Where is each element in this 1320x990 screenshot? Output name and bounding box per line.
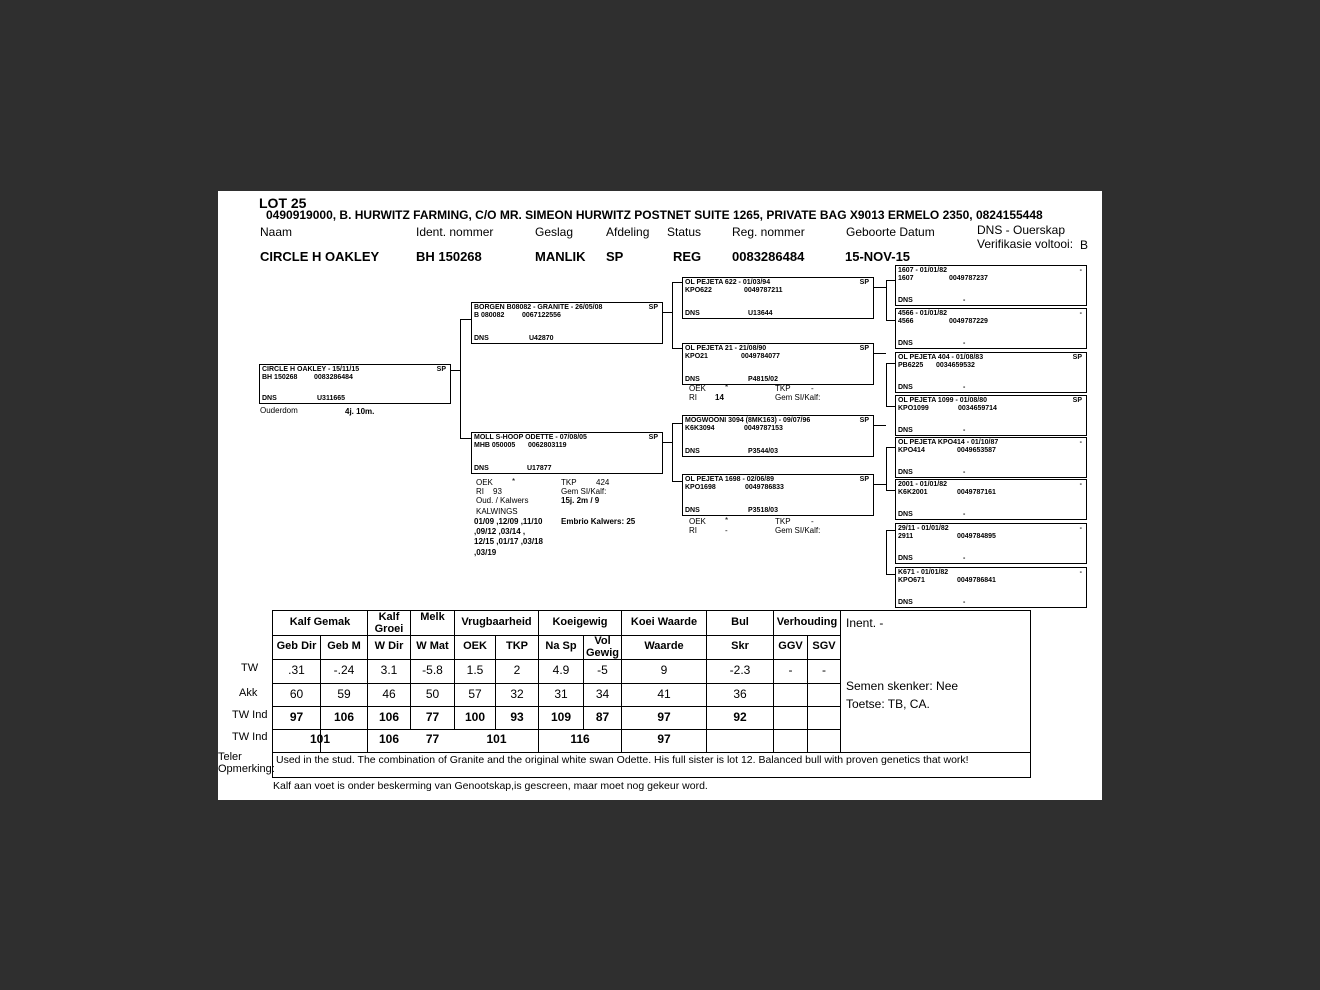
tw-waarde: 9	[660, 663, 668, 677]
twind-geb-dir: 97	[289, 710, 304, 724]
twind2-koeigewig: 116	[570, 732, 590, 746]
sire-reg: 0067122556	[522, 312, 561, 319]
dam-oud-label: Oud. / Kalwers	[476, 496, 529, 505]
sire-sex: SP	[648, 304, 658, 311]
group-melk: Melk	[420, 611, 445, 623]
gp1-id: KPO622	[685, 287, 712, 294]
ggp-box-6	[895, 479, 1087, 520]
dam-kalwings-2: ,09/12 ,03/14 ,	[474, 527, 526, 536]
ggp-box-2	[895, 308, 1087, 349]
tw-vol-gewig: -5	[597, 663, 608, 677]
twind-tkp: 93	[510, 710, 524, 724]
group-verhouding: Verhouding	[776, 616, 838, 628]
value-naam: CIRCLE H OAKLEY	[260, 249, 380, 264]
ggp8-id: KPO671	[898, 577, 925, 584]
ggp7-sex: -	[1079, 525, 1082, 532]
gp2-ri-value: 14	[715, 393, 724, 402]
ggp1-dns-label: DNS	[898, 297, 913, 304]
gp3-reg: 0049787153	[744, 425, 783, 432]
dam-kalwings-4: ,03/19	[474, 548, 497, 557]
tw-geb-m: -.24	[333, 663, 355, 677]
gp1-reg: 0049787211	[744, 287, 783, 294]
tw-sgv: -	[822, 663, 826, 677]
ggp1-reg: 0049787237	[949, 275, 988, 282]
ggp5-dns-value: -	[963, 469, 966, 476]
value-geslag: MANLIK	[535, 249, 586, 264]
sub-ggv: GGV	[778, 640, 803, 652]
dam-dns-value: U17877	[527, 465, 552, 472]
ggp3-dns-value: -	[963, 384, 966, 391]
grandparent-box-2	[682, 343, 874, 385]
gp4-tkp-label: TKP	[775, 517, 791, 526]
sire-dns-value: U42870	[529, 335, 554, 342]
sub-w-dir: W Dir	[374, 640, 404, 652]
sire-id: B 080082	[474, 312, 505, 319]
label-geslag: Geslag	[535, 225, 574, 239]
toetse-text: Toetse: TB, CA.	[846, 697, 930, 711]
akk-na-sp: 31	[554, 687, 568, 701]
ggp6-sex: -	[1079, 481, 1082, 488]
akk-skr: 36	[733, 687, 747, 701]
label-status: Status	[667, 225, 702, 239]
group-kalf-gemak: Kalf Gemak	[289, 616, 351, 628]
gp4-dns-label: DNS	[685, 507, 700, 514]
group-bul: Bul	[731, 616, 749, 628]
ggp3-title: OL PEJETA 404 - 01/08/83	[898, 354, 984, 361]
twind-waarde: 97	[657, 710, 671, 724]
gp2-title: OL PEJETA 21 - 21/08/90	[685, 345, 767, 352]
ggp2-dns-value: -	[963, 340, 966, 347]
age-label: Ouderdom	[260, 406, 298, 415]
gp4-dns-value: P3518/03	[748, 507, 778, 514]
ggp2-title: 4566 - 01/01/82	[898, 310, 948, 317]
animal-id: BH 150268	[262, 374, 298, 381]
akk-vol-gewig: 34	[595, 687, 610, 701]
footer-note: Kalf aan voet is onder beskerming van Genootskap,is gescreen, maar moet nog gekeur word.	[273, 780, 708, 792]
dam-kalwings-1: 01/09 ,12/09 ,11/10	[474, 517, 543, 526]
dam-ri-value: 93	[493, 487, 502, 496]
dam-kalwings-3: 12/15 ,01/17 ,03/18	[474, 537, 543, 546]
ggp5-sex: -	[1079, 439, 1082, 446]
pedigree-sheet	[218, 191, 1102, 800]
gp2-oek-label: OEK	[689, 384, 706, 393]
gp4-reg: 0049786833	[745, 484, 784, 491]
ggp5-reg: 0049653587	[957, 447, 996, 454]
ggp7-title: 29/11 - 01/01/82	[898, 525, 949, 532]
tw-skr: -2.3	[729, 663, 751, 677]
akk-w-mat: 50	[425, 687, 440, 701]
twind2-koei-waarde: 97	[657, 732, 671, 746]
gp1-sex: SP	[859, 279, 869, 286]
akk-geb-m: 59	[337, 687, 351, 701]
gp2-sex: SP	[859, 345, 869, 352]
dam-gem-label: Gem SI/Kalf:	[561, 487, 607, 496]
value-reg: 0083286484	[732, 249, 805, 264]
akk-oek: 57	[468, 687, 482, 701]
ggp7-id: 2911	[898, 533, 914, 540]
sire-dns-label: DNS	[474, 335, 489, 342]
twind-skr: 92	[733, 710, 747, 724]
gp2-ri-label: RI	[689, 393, 697, 402]
ggp8-sex: -	[1079, 569, 1082, 576]
ggp8-reg: 0049786841	[957, 577, 996, 584]
dam-oek-value: *	[512, 477, 516, 486]
ggp5-dns-label: DNS	[898, 469, 913, 476]
value-afdeling: SP	[606, 249, 624, 264]
gp4-tkp-value: -	[811, 517, 814, 526]
gp2-dns-label: DNS	[685, 376, 700, 383]
ggp3-id: PB6225	[898, 362, 924, 369]
twind-w-dir: 106	[378, 710, 400, 724]
dam-tkp-value: 424	[596, 478, 610, 487]
akk-geb-dir: 60	[289, 687, 304, 701]
dam-oek-label: OEK	[476, 478, 493, 487]
row-label-akk: Akk	[239, 687, 258, 699]
ggp3-sex: SP	[1072, 354, 1082, 361]
twind2-vrugbaarheid: 101	[486, 732, 507, 746]
twind-w-mat: 77	[425, 710, 440, 724]
gp2-tkp-value: -	[811, 384, 814, 393]
ggp6-dns-value: -	[963, 511, 966, 518]
sub-na-sp: Na Sp	[545, 640, 577, 652]
gp4-oek-label: OEK	[689, 517, 706, 526]
dam-dns-label: DNS	[474, 465, 489, 472]
ggp2-sex: -	[1079, 310, 1082, 317]
sub-skr: Skr	[731, 640, 749, 652]
ggp-box-4	[895, 395, 1087, 436]
dam-reg: 0062803119	[528, 442, 567, 449]
ggp6-title: 2001 - 01/01/82	[898, 481, 948, 488]
ggp7-dns-value: -	[963, 555, 966, 562]
verifikasie-value: B	[1080, 238, 1089, 252]
dam-sex: SP	[648, 434, 658, 441]
gp4-id: KPO1698	[685, 484, 716, 491]
label-dns: DNS - Ouerskap	[977, 223, 1066, 237]
akk-tkp: 32	[510, 687, 524, 701]
gp2-gem-label: Gem SI/Kalf:	[775, 393, 821, 402]
sub-vol-gewig: Vol Gewig	[585, 635, 619, 659]
animal-dns-label: DNS	[262, 395, 277, 402]
ggp4-sex: SP	[1072, 397, 1082, 404]
dam-kalwings-label: KALWINGS	[476, 507, 518, 516]
dam-tkp-label: TKP	[561, 478, 577, 487]
sire-title: BORGEN B08082 - GRANITE - 26/05/08	[474, 304, 603, 311]
dam-box	[471, 432, 663, 474]
dam-title: MOLL S-HOOP ODETTE - 07/08/05	[474, 434, 587, 441]
sub-oek: OEK	[463, 640, 487, 652]
label-naam: Naam	[260, 225, 293, 239]
grandparent-box-4	[682, 474, 874, 516]
tw-ggv: -	[788, 663, 793, 677]
animal-dns-value: U311665	[317, 395, 346, 402]
dam-oud-value: 15j. 2m / 9	[561, 496, 600, 505]
tw-na-sp: 4.9	[552, 663, 570, 677]
gp4-sex: SP	[859, 476, 869, 483]
animal-sex: SP	[436, 366, 446, 373]
ggp7-dns-label: DNS	[898, 555, 913, 562]
ggp-box-5	[895, 437, 1087, 478]
ggp8-dns-value: -	[963, 599, 966, 606]
value-geboorte: 15-NOV-15	[845, 249, 911, 264]
ggp4-dns-value: -	[963, 427, 966, 434]
row-label-tw: TW	[241, 662, 259, 674]
ggp3-dns-label: DNS	[898, 384, 913, 391]
semen-text: Semen skenker: Nee	[846, 679, 959, 693]
twind2-kalf-gemak: 101	[309, 732, 331, 746]
ggp1-id: 1607	[898, 275, 914, 282]
ggp6-dns-label: DNS	[898, 511, 913, 518]
gp1-dns-value: U13644	[748, 310, 773, 317]
ggp8-dns-label: DNS	[898, 599, 913, 606]
ggp7-reg: 0049784895	[957, 533, 996, 540]
ggp5-title: OL PEJETA KPO414 - 01/10/87	[898, 439, 999, 446]
sub-sgv: SGV	[812, 640, 836, 652]
akk-w-dir: 46	[382, 687, 396, 701]
gp1-dns-label: DNS	[685, 310, 700, 317]
ebv-table	[272, 610, 1031, 778]
label-geboorte: Geboorte Datum	[846, 225, 935, 239]
gp2-oek-value: *	[725, 383, 729, 392]
gp3-dns-label: DNS	[685, 448, 700, 455]
ggp-box-7	[895, 523, 1087, 564]
dam-embrio: Embrio Kalwers: 25	[561, 517, 636, 526]
gp2-dns-value: P4815/02	[748, 376, 778, 383]
teler-label: Teler Opmerking:	[218, 751, 275, 775]
tw-w-dir: 3.1	[380, 663, 398, 677]
gp4-ri-value: -	[725, 526, 728, 535]
sub-w-mat: W Mat	[416, 640, 449, 652]
label-reg: Reg. nommer	[732, 225, 805, 239]
label-ident: Ident. nommer	[416, 225, 494, 239]
twind-oek: 100	[464, 710, 486, 724]
value-status: REG	[673, 249, 702, 264]
ggp6-reg: 0049787161	[957, 489, 996, 496]
ggp1-dns-value: -	[963, 297, 966, 304]
ggp1-title: 1607 - 01/01/82	[898, 267, 948, 274]
ggp-box-1	[895, 265, 1087, 306]
animal-reg: 0083286484	[314, 374, 353, 381]
dam-ri-label: RI	[476, 487, 484, 496]
gp3-id: K6K3094	[685, 425, 715, 432]
group-koei-waarde: Koei Waarde	[630, 616, 698, 628]
ggp4-dns-label: DNS	[898, 427, 913, 434]
group-vrugbaarheid: Vrugbaarheid	[461, 616, 532, 628]
ggp1-sex: -	[1079, 267, 1082, 274]
label-afdeling: Afdeling	[606, 225, 650, 239]
label-verifikasie: Verifikasie voltooi:	[977, 237, 1074, 251]
gp2-tkp-label: TKP	[775, 384, 791, 393]
ggp-box-3	[895, 352, 1087, 393]
owner-line: 0490919000, B. HURWITZ FARMING, C/O MR. SIMEON HURWITZ POSTNET SUITE 1265, PRIVATE BAG X9013 ERMELO 2350, 0824155448	[266, 208, 1043, 222]
value-ident: BH 150268	[416, 249, 482, 264]
gp4-ri-label: RI	[689, 526, 697, 535]
ggp-box-8	[895, 567, 1087, 608]
lot-number: LOT 25	[259, 195, 307, 211]
dam-id: MHB 050005	[474, 442, 516, 449]
gp1-title: OL PEJETA 622 - 01/03/94	[685, 279, 771, 286]
group-koeigewig: Koeigewig	[552, 616, 608, 628]
ggp6-id: K6K2001	[898, 489, 928, 496]
age-value: 4j. 10m.	[345, 407, 375, 416]
ggp2-id: 4566	[898, 318, 914, 325]
sub-waarde: Waarde	[644, 640, 684, 652]
ggp4-id: KPO1099	[898, 405, 929, 412]
sub-geb-m: Geb M	[327, 640, 361, 652]
sub-geb-dir: Geb Dir	[276, 640, 317, 652]
ggp2-dns-label: DNS	[898, 340, 913, 347]
ggp4-title: OL PEJETA 1099 - 01/08/80	[898, 397, 987, 404]
grandparent-box-1	[682, 277, 874, 319]
tw-oek: 1.5	[466, 663, 484, 677]
twind-geb-m: 106	[333, 710, 355, 724]
animal-box	[259, 364, 451, 404]
gp2-id: KPO21	[685, 353, 708, 360]
gp3-sex: SP	[859, 417, 869, 424]
gp4-title: OL PEJETA 1698 - 02/06/89	[685, 476, 774, 483]
group-kalf-groei: Kalf Groei	[374, 611, 404, 635]
grandparent-box-3	[682, 415, 874, 457]
akk-waarde: 41	[657, 687, 671, 701]
sub-tkp: TKP	[506, 640, 528, 652]
inent-text: Inent. -	[846, 616, 884, 630]
row-label-twind-2: TW Ind	[232, 731, 268, 743]
ggp4-reg: 0034659714	[958, 405, 997, 412]
twind-vol-gewig: 87	[595, 710, 610, 724]
ggp8-title: K671 - 01/01/82	[898, 569, 949, 576]
gp4-oek-value: *	[725, 516, 729, 525]
animal-title: CIRCLE H OAKLEY - 15/11/15	[262, 366, 360, 373]
row-label-twind: TW Ind	[232, 709, 268, 721]
tw-geb-dir: .31	[288, 663, 305, 677]
twind2-melk: 77	[425, 732, 440, 746]
twind-na-sp: 109	[550, 710, 572, 724]
tw-w-mat: -5.8	[422, 663, 443, 677]
teler-remark: Used in the stud. The combination of Granite and the original white swan Odette. His full sister is lot 12. Balanced bull with proven genetics that work!	[276, 754, 969, 766]
ggp5-id: KPO414	[898, 447, 925, 454]
gp3-dns-value: P3544/03	[748, 448, 778, 455]
gp2-reg: 0049784077	[741, 353, 780, 360]
twind2-kalf-groei: 106	[378, 732, 400, 746]
gp3-title: MOGWOONI 3094 (8MK163) - 09/07/96	[685, 417, 811, 424]
ggp3-reg: 0034659532	[936, 362, 975, 369]
ggp2-reg: 0049787229	[949, 318, 988, 325]
sire-box	[471, 302, 663, 344]
gp4-gem-label: Gem SI/Kalf:	[775, 526, 821, 535]
tw-tkp: 2	[513, 663, 521, 677]
